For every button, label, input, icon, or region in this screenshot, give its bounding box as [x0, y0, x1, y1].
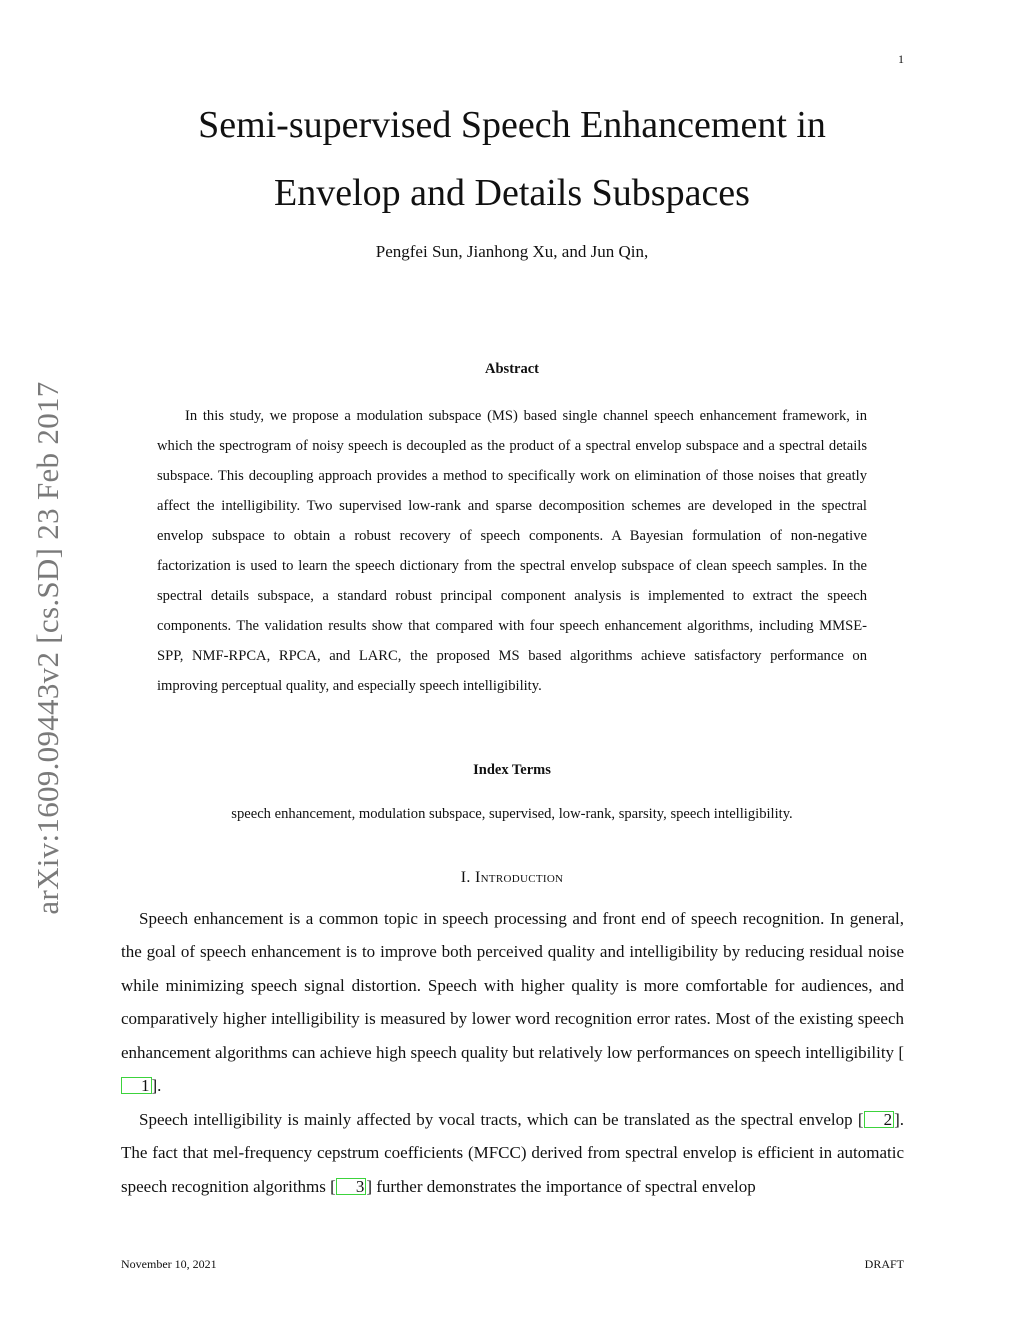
intro-paragraph-2-text: Speech intelligibility is mainly affected by vocal tracts, which can be translated as the spectral envelop [ [139, 1110, 864, 1129]
citation-link-3[interactable]: 3 [336, 1178, 367, 1195]
intro-paragraph-1-text: Speech enhancement is a common topic in speech processing and front end of speech recognition. In general, the goal of speech enhancement is to improve both perceived quality and intelligibility by reducing residual noise while minimizing speech signal distortion. Speech with higher quality is more comfortable for audiences, and comparatively higher intelligibility is measured by lower word recognition error rates. Most of the existing speech enhancement algorithms can achieve high speech quality but relatively low performances on speech intelligibility [ [121, 909, 904, 1062]
intro-paragraph-1-end: ]. [151, 1076, 162, 1096]
index-terms-text: speech enhancement, modulation subspace, supervised, low-rank, sparsity, speech intelligibility. [231, 806, 793, 822]
paper-title-line-2: Envelop and Details Subspaces [274, 172, 750, 214]
page-number: 1 [898, 52, 904, 66]
citation-link-1[interactable]: 1 [121, 1077, 152, 1094]
section-number: I. [460, 869, 471, 886]
footer-draft-label: DRAFT [864, 1257, 904, 1271]
paper-title-line-1: Semi-supervised Speech Enhancement in [198, 104, 826, 146]
intro-paragraph-2-end: ] further demonstrates the importance of spectral envelop [366, 1176, 756, 1196]
abstract-heading: Abstract [485, 361, 539, 377]
abstract-text: In this study, we propose a modulation subspace (MS) based single channel speech enhancement framework, in which the spectrogram of noisy speech is decoupled as the product of a spectral envelop subspace and a spectral details subspace. This decoupling approach provides a method to specifically work on elimination of those noises that greatly affect the intelligibility. Two supervised low-rank and sparse decomposition schemes are developed in the spectral envelop subspace to obtain a robust recovery of speech components. A Bayesian formulation of non-negative factorization is used to learn the speech dictionary from the spectral envelop subspace of clean speech samples. In the spectral details subspace, a standard robust principal component analysis is implemented to extract the speech components. The validation results show that compared with four speech enhancement algorithms, including MMSE-SPP, NMF-RPCA, RPCA, and LARC, the proposed MS based algorithms achieve satisfactory performance on improving perceptual quality, and especially speech intelligibility. [157, 408, 867, 694]
citation-link-2[interactable]: 2 [864, 1111, 895, 1128]
section-title: Introduction [474, 869, 564, 886]
section-heading-introduction [0, 869, 1024, 887]
intro-paragraph-2 [121, 1103, 904, 1203]
author-list: Pengfei Sun, Jianhong Xu, and Jun Qin, [375, 242, 649, 261]
footer-date: November 10, 2021 [121, 1257, 217, 1271]
intro-paragraph-2-middle: ]. The fact that mel-frequency cepstrum coefficients (MFCC) derived from spectral envelop is efficient in automatic speech recognition algorithms [ [121, 1110, 904, 1196]
intro-paragraph-1 [121, 902, 904, 1102]
arxiv-identifier: arXiv:1609.09443v2 [cs.SD] 23 Feb 2017 [30, 381, 65, 915]
index-terms-heading: Index Terms [473, 762, 551, 778]
